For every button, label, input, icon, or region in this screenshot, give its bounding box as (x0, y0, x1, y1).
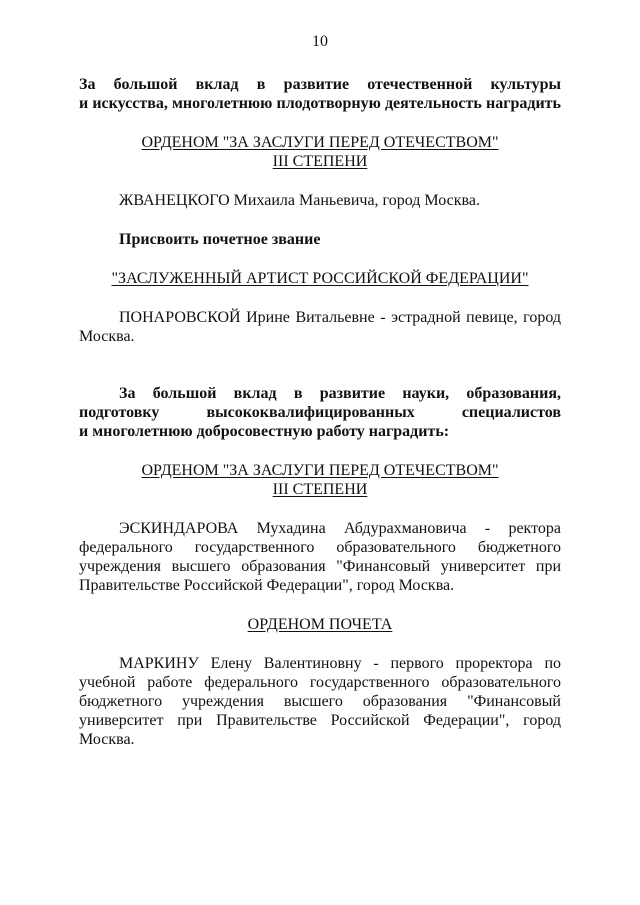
page-number: 10 (312, 33, 328, 50)
order-degree: III СТЕПЕНИ (272, 481, 368, 498)
intro-text-line: За большой вклад в развитие науки, образования, (119, 385, 561, 402)
intro-text-line: За большой вклад в развитие отечественной культуры (79, 76, 561, 93)
intro-text-line: и многолетнюю добросовестную работу наградить: (79, 423, 450, 440)
section-honorary-title (79, 230, 561, 346)
section-heading: Присвоить почетное звание (119, 231, 321, 248)
order-degree: III СТЕПЕНИ (272, 153, 368, 170)
recipient-text: ПОНАРОВСКОЙ Ирине Витальевне - эстрадной певице, город Москва. (79, 309, 561, 345)
recipient-text: ЖВАНЕЦКОГО Михаила Маньевича, город Москва. (119, 192, 480, 209)
section-order-of-honour (79, 615, 561, 749)
order-title: ОРДЕНОМ ПОЧЕТА (247, 616, 393, 633)
document-body (79, 75, 561, 749)
recipient-text: МАРКИНУ Елену Валентиновну - первого проректора по учебной работе федерального государственного образовательного бюджетного учреждения высшего образования "Финансовый университет при Правительстве Российской Федерации", город Москва. (79, 655, 561, 748)
recipient-text: ЭСКИНДАРОВА Мухадина Абдурахмановича - ректора федерального государственного образовательного бюджетного учреждения высшего образования "Финансовый университет при Правительстве Российской Федерации", город Москва. (79, 520, 561, 594)
intro-text-line: и искусства, многолетнюю плодотворную деятельность наградить (79, 95, 561, 112)
order-title: ОРДЕНОМ "ЗА ЗАСЛУГИ ПЕРЕД ОТЕЧЕСТВОМ" (141, 134, 499, 151)
honorary-title: "ЗАСЛУЖЕННЫЙ АРТИСТ РОССИЙСКОЙ ФЕДЕРАЦИИ" (111, 270, 529, 287)
order-title: ОРДЕНОМ "ЗА ЗАСЛУГИ ПЕРЕД ОТЕЧЕСТВОМ" (141, 462, 499, 479)
section-science-award (79, 384, 561, 595)
intro-text-line: подготовку высококвалифицированных специалистов (79, 404, 561, 421)
section-culture-award (79, 75, 561, 210)
